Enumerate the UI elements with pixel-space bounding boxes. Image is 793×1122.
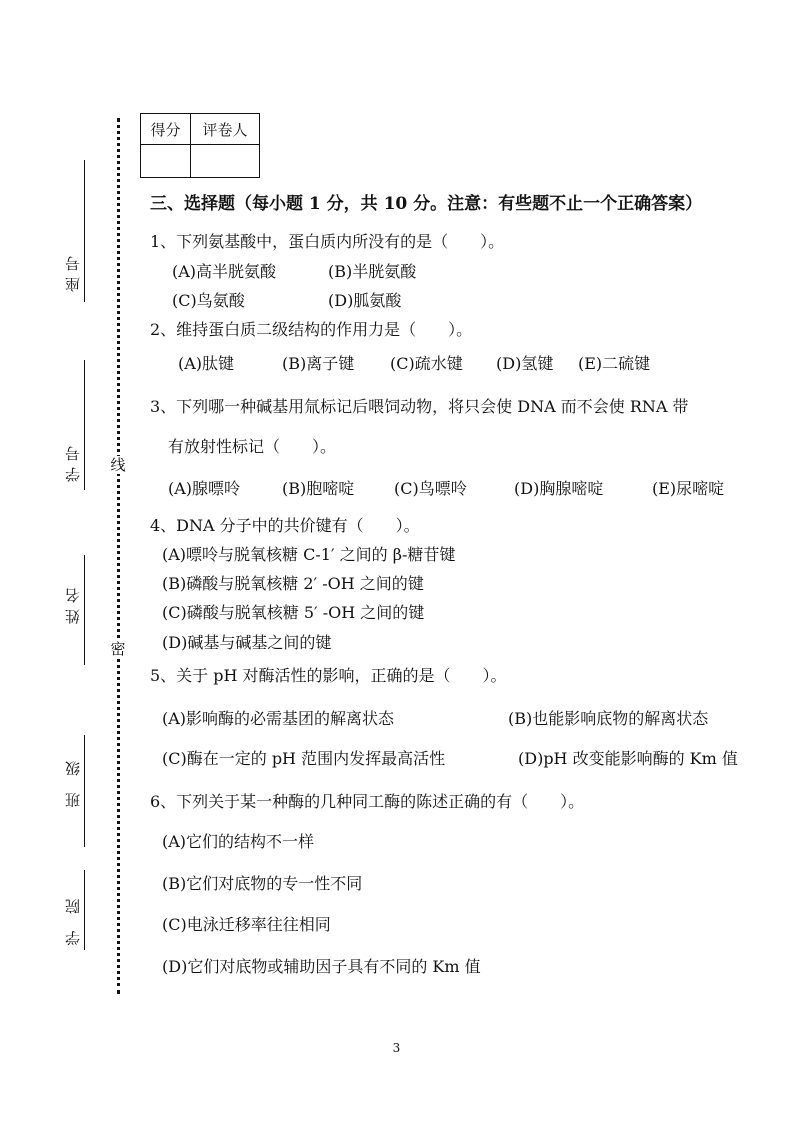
score-box: [140, 113, 260, 178]
q3-option-d: (D)胸腺嘧啶: [514, 479, 604, 498]
question-4-stem: 4、DNA 分子中的共价键有（ ）。: [150, 516, 420, 535]
q6-option-c: (C)电泳迁移率往往相同: [162, 915, 331, 934]
score-label: 得分: [141, 114, 191, 145]
page-number: 3: [392, 1041, 401, 1055]
grader-label: 评卷人: [191, 114, 260, 145]
q6-option-b: (B)它们对底物的专一性不同: [162, 874, 363, 893]
question-6-stem: 6、下列关于某一种酶的几种同工酶的陈述正确的有（ ）。: [150, 792, 585, 811]
college-label: 学 院: [64, 893, 82, 946]
class-label: 班 级: [64, 755, 82, 808]
q4-option-a: (A)嘌呤与脱氧核糖 C-1′ 之间的 β-糖苷键: [162, 545, 456, 564]
q5-option-c: (C)酶在一定的 pH 范围内发挥最高活性: [162, 749, 446, 768]
q2-option-b: (B)离子键: [282, 354, 355, 373]
student-no-label: 学号: [64, 440, 82, 482]
q1-option-c: (C)鸟氨酸: [172, 291, 245, 310]
question-5-stem: 5、关于 pH 对酶活性的影响，正确的是（ ）。: [150, 666, 507, 685]
q5-option-d: (D)pH 改变能影响酶的 Km 值: [518, 749, 738, 768]
question-3-stem: 3、下列哪一种碱基用氚标记后喂饲动物，将只会使 DNA 而不会使 RNA 带: [150, 397, 689, 416]
score-value-cell: [141, 145, 191, 178]
q1-option-a: (A)高半胱氨酸: [172, 262, 277, 281]
q6-option-d: (D)它们对底物或辅助因子具有不同的 Km 值: [162, 957, 481, 976]
q4-option-b: (B)磷酸与脱氧核糖 2′ -OH 之间的键: [162, 574, 424, 593]
line-mark: 线: [110, 456, 126, 474]
q1-option-b: (B)半胱氨酸: [328, 262, 417, 281]
q6-option-a: (A)它们的结构不一样: [162, 832, 315, 851]
q2-option-d: (D)氢键: [496, 354, 554, 373]
grader-value-cell: [191, 145, 260, 178]
q3-option-a: (A)腺嘌呤: [168, 479, 241, 498]
seal-dotted-line: [117, 118, 120, 994]
seal-mark: 密: [110, 640, 126, 658]
q3-option-c: (C)鸟嘌呤: [394, 479, 467, 498]
q5-option-b: (B)也能影响底物的解离状态: [508, 709, 709, 728]
student-no-line: [84, 360, 85, 490]
q2-option-e: (E)二硫键: [578, 354, 651, 373]
q3-option-b: (B)胞嘧啶: [282, 479, 355, 498]
question-3-stem-cont: 有放射性标记（ ）。: [168, 437, 337, 456]
question-1-stem: 1、下列氨基酸中，蛋白质内所没有的是（ ）。: [150, 232, 505, 251]
q5-option-a: (A)影响酶的必需基团的解离状态: [162, 709, 395, 728]
q4-option-c: (C)磷酸与脱氧核糖 5′ -OH 之间的键: [162, 603, 425, 622]
college-line: [84, 870, 85, 950]
question-2-stem: 2、维持蛋白质二级结构的作用力是（ ）。: [150, 320, 473, 339]
section-heading: 三、选择题（每小题 1 分，共 10 分。注意：有些题不止一个正确答案）: [150, 194, 703, 214]
seat-label: 座号: [64, 250, 82, 292]
class-line: [84, 735, 85, 847]
q3-option-e: (E)尿嘧啶: [652, 479, 725, 498]
name-label: 姓名: [64, 582, 82, 624]
name-line: [84, 555, 85, 665]
q4-option-d: (D)碱基与碱基之间的键: [162, 633, 332, 652]
q1-option-d: (D)胍氨酸: [328, 291, 402, 310]
seat-line: [84, 160, 85, 302]
q2-option-a: (A)肽键: [178, 354, 235, 373]
q2-option-c: (C)疏水键: [390, 354, 463, 373]
